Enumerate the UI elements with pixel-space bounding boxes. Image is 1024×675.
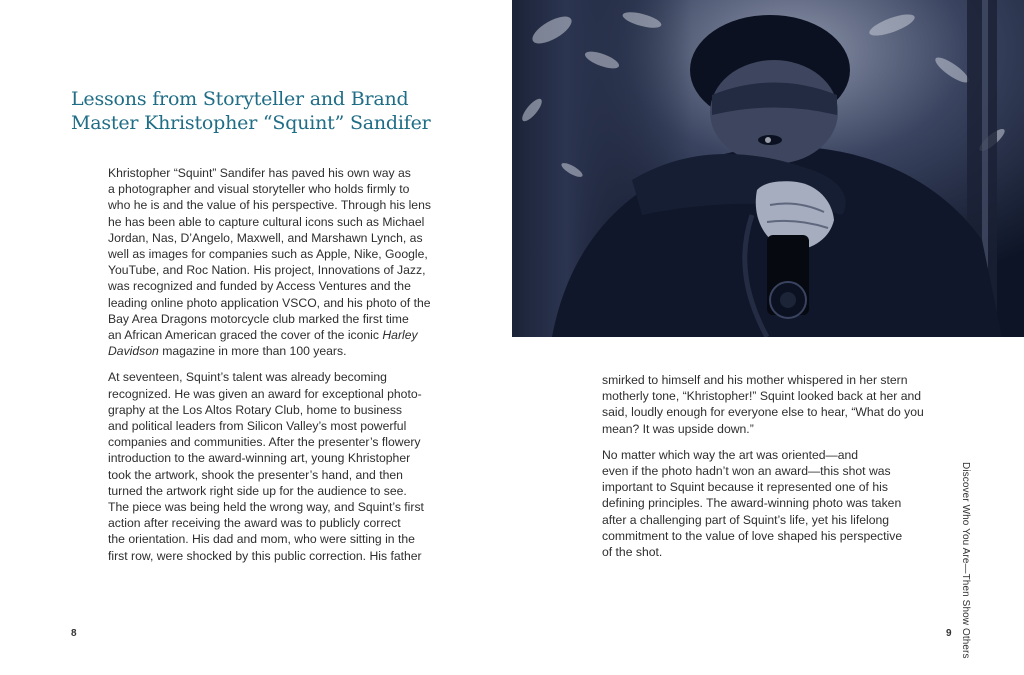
- text-run: magazine in more than 100 years.: [158, 344, 347, 359]
- text-line: [108, 343, 428, 359]
- paragraph: [602, 372, 922, 437]
- text-line: Jordan, Nas, D’Angelo, Maxwell, and Marshawn Lynch, as: [108, 230, 423, 245]
- magazine-name-italic: Davidson: [108, 344, 159, 359]
- text-line: No matter which way the art was oriented—and: [602, 447, 859, 462]
- chapter-title: [71, 87, 491, 135]
- right-page: [512, 0, 1024, 675]
- page-number: 8: [71, 628, 77, 639]
- text-line: said, loudly enough for everyone else to hear, “What do you: [602, 405, 924, 420]
- text-line: At seventeen, Squint’s talent was already becoming: [108, 370, 387, 385]
- text-line: motherly tone, “Khristopher!” Squint looked back at her and: [602, 389, 922, 404]
- paragraph: [108, 165, 431, 359]
- text-line: The piece was being held the wrong way, and Squint’s first: [108, 500, 424, 515]
- text-line: commitment to the value of love shaped his perspective: [602, 528, 903, 543]
- text-line: recognized. He was given an award for exceptional photo-: [108, 386, 422, 401]
- text-line: turned the artwork right side up for the audience to see.: [108, 483, 407, 498]
- running-head: Discover Who You Are—Then Show Others: [960, 462, 971, 659]
- text-line: smirked to himself and his mother whispered in her stern: [602, 373, 908, 387]
- text-line: well as images for companies such as Apple, Nike, Google,: [108, 247, 428, 262]
- page-number: 9: [946, 628, 952, 639]
- text-line: was recognized and funded by Access Ventures and the: [108, 279, 411, 294]
- right-body-text: [602, 372, 922, 570]
- paragraph: [602, 447, 922, 560]
- text-line: defining principles. The award-winning photo was taken: [602, 496, 902, 511]
- text-line: Khristopher “Squint” Sandifer has paved his own way as: [108, 166, 411, 180]
- text-run: an African American graced the cover of the iconic: [108, 328, 383, 343]
- magazine-name-italic: Harley: [382, 328, 418, 343]
- title-line: Master Khristopher “Squint” Sandifer: [71, 112, 431, 134]
- text-line: introduction to the award-winning art, young Khristopher: [108, 451, 411, 466]
- text-line: action after receiving the award was to publicly correct: [108, 516, 401, 531]
- text-line: important to Squint because it represented one of his: [602, 480, 888, 495]
- text-line: [108, 327, 428, 343]
- text-line: the orientation. His dad and mom, who were sitting in the: [108, 532, 415, 547]
- text-line: who he is and the value of his perspective. Through his lens: [108, 198, 431, 213]
- text-line: he has been able to capture cultural icons such as Michael: [108, 214, 425, 229]
- text-line: of the shot.: [602, 545, 663, 560]
- portrait-photo: [512, 0, 1024, 337]
- text-line: after a challenging part of Squint’s life, yet his lifelong: [602, 512, 890, 527]
- text-line: first row, were shocked by this public correction. His father: [108, 548, 422, 563]
- text-line: took the artwork, shook the presenter’s hand, and then: [108, 467, 403, 482]
- text-line: leading online photo application VSCO, and his photo of the: [108, 295, 431, 310]
- left-body-text: [108, 165, 431, 574]
- text-line: Bay Area Dragons motorcycle club marked the first time: [108, 311, 409, 326]
- text-line: even if the photo hadn’t won an award—this shot was: [602, 464, 891, 479]
- text-line: a photographer and visual storyteller who holds firmly to: [108, 182, 410, 197]
- paragraph: [108, 369, 428, 563]
- text-line: and political leaders from Silicon Valley’s most powerful: [108, 419, 407, 434]
- text-line: mean? It was upside down.”: [602, 421, 754, 436]
- title-line: Lessons from Storyteller and Brand: [71, 88, 409, 110]
- photo-illustration: [512, 0, 1024, 337]
- text-line: graphy at the Los Altos Rotary Club, home to business: [108, 402, 403, 417]
- text-line: companies and communities. After the presenter’s flowery: [108, 435, 421, 450]
- text-line: YouTube, and Roc Nation. His project, Innovations of Jazz,: [108, 263, 426, 278]
